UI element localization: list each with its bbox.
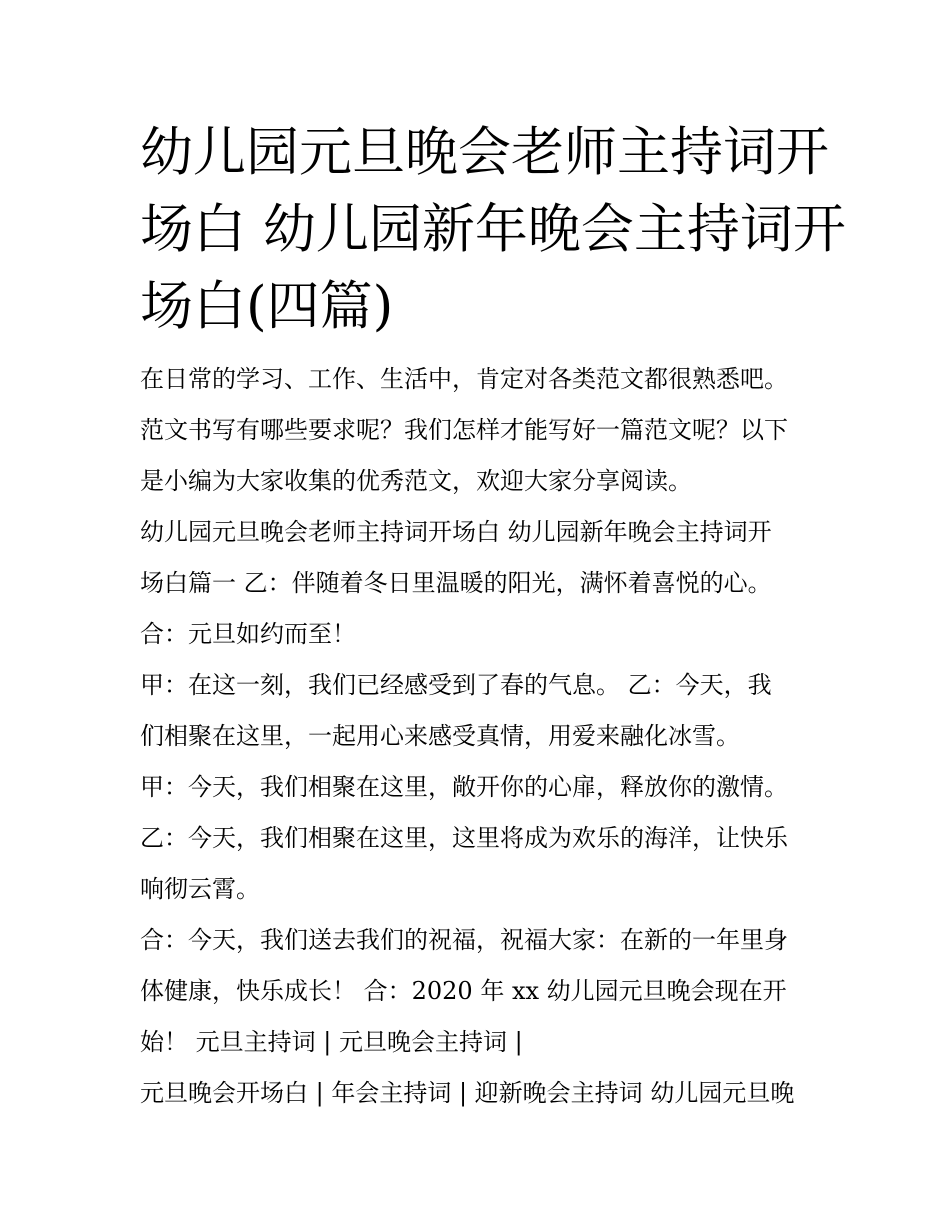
body-line: 甲：今天，我们相聚在这里，敞开你的心扉，释放你的激情。: [140, 773, 788, 801]
body-line: 合：元旦如约而至！: [140, 620, 356, 648]
title-line: 幼儿园元旦晚会老师主持词开: [140, 122, 829, 183]
body-line: 幼儿园元旦晚会老师主持词开场白 幼儿园新年晚会主持词开: [140, 518, 772, 546]
body-line: 体健康，快乐成长！ 合：2020 年 xx 幼儿园元旦晚会现在开: [140, 977, 787, 1005]
body-line: 范文书写有哪些要求呢？我们怎样才能写好一篇范文呢？以下: [140, 416, 788, 444]
body-line: 在日常的学习、工作、生活中，肯定对各类范文都很熟悉吧。: [140, 365, 788, 393]
body-line: 合：今天，我们送去我们的祝福，祝福大家：在新的一年里身: [140, 926, 788, 954]
body-line: 是小编为大家收集的优秀范文，欢迎大家分享阅读。: [140, 467, 692, 495]
title-line: 场白(四篇): [140, 276, 394, 337]
document-title: [140, 114, 846, 345]
body-line: 乙：今天，我们相聚在这里，这里将成为欢乐的海洋，让快乐: [140, 824, 788, 852]
body-line: 响彻云霄。: [140, 875, 260, 903]
body-line: 们相聚在这里，一起用心来感受真情，用爱来融化冰雪。: [140, 722, 740, 750]
body-line: 甲：在这一刻，我们已经感受到了春的气息。 乙：今天，我: [140, 671, 772, 699]
body-line: 始！ 元旦主持词 | 元旦晚会主持词 |: [140, 1028, 523, 1056]
title-line: 场白 幼儿园新年晚会主持词开: [140, 199, 846, 260]
document-body: [140, 354, 830, 1119]
body-line: 场白篇一 乙：伴随着冬日里温暖的阳光，满怀着喜悦的心。: [140, 569, 772, 597]
body-line: 元旦晚会开场白 | 年会主持词 | 迎新晚会主持词 幼儿园元旦晚: [140, 1079, 795, 1107]
